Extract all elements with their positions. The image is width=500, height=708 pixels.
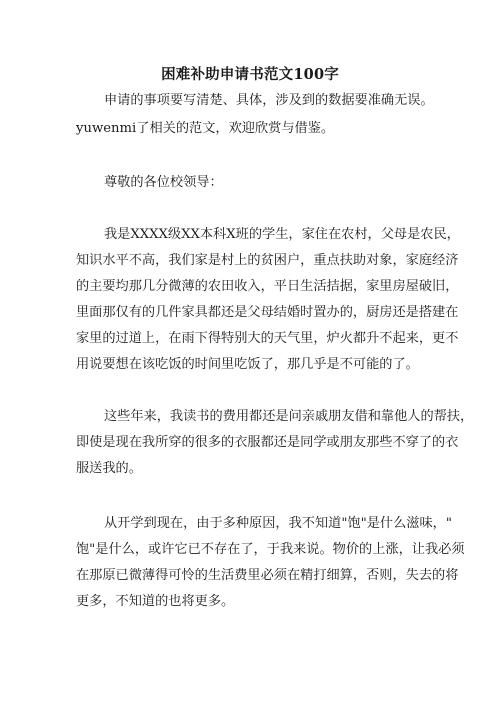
paragraph-line: 里面那仅有的几件家具都还是父母结婚时置办的，厨房还是搭建在: [76, 305, 459, 320]
paragraph-line: 用说要想在该吃饭的时间里吃饭了，那几乎是不可能的了。: [76, 357, 419, 372]
paragraph-line: 在那原已微薄得可怜的生活费里必须在精打细算，否则，失去的将: [76, 568, 459, 583]
paragraph-line: 我是XXXX级XX本科X班的学生，家住在农村，父母是农民，: [104, 227, 460, 242]
paragraph-line: 服送我的。: [76, 461, 142, 476]
paragraph-line: 即使是现在我所穿的很多的衣服都还是同学或朋友那些不穿了的衣: [76, 435, 459, 450]
salutation: 尊敬的各位校领导：: [104, 175, 223, 190]
intro-line: 申请的事项要写清楚、具体，涉及到的数据要准确无误。: [104, 93, 434, 108]
paragraph-line: 饱"是什么，或许它已不存在了，于我来说。物价的上涨，让我必须: [76, 542, 465, 557]
paragraph-line: 更多，不知道的也将更多。: [76, 594, 235, 609]
document-title: 困难补助申请书范文100字: [161, 66, 339, 83]
paragraph-line: 家里的过道上，在雨下得特别大的天气里，炉火都升不起来，更不: [76, 331, 459, 346]
paragraph-line: 这些年来，我读书的费用都还是问亲戚朋友借和靠他人的帮扶，: [104, 409, 474, 424]
intro-line: yuwenmi了相关的范文，欢迎欣赏与借鉴。: [76, 121, 335, 136]
paragraph-line: 知识水平不高，我们家是村上的贫困户，重点扶助对象，家庭经济: [76, 253, 459, 268]
paragraph-line: 的主要均那几分微薄的农田收入，平日生活拮据，家里房屋破旧，: [76, 279, 459, 294]
paragraph-line: 从开学到现在，由于多种原因，我不知道"饱"是什么滋味，": [104, 516, 452, 531]
